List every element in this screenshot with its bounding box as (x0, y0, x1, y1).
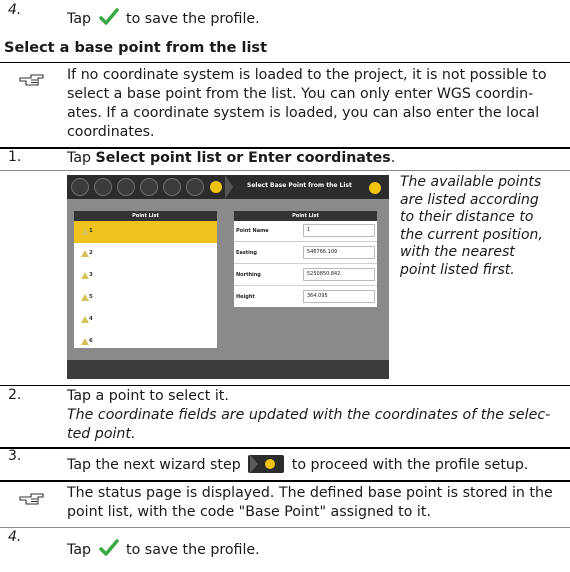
point-detail-header: Point List (234, 211, 377, 221)
height-field[interactable]: 364.095 (303, 290, 375, 303)
step-number: 3. (8, 448, 22, 464)
note-line: point list, with the code "Base Point" assigned to it. (67, 504, 431, 520)
screen-title: Select Base Point from the List (247, 182, 352, 189)
field-label: Point Name (236, 228, 269, 234)
device-screenshot (67, 175, 389, 379)
note-line: coordinates. (67, 124, 155, 140)
step-prefix: Tap (67, 150, 96, 166)
wizard-step-icon (71, 178, 89, 196)
wizard-separator-icon (225, 175, 233, 199)
point-row[interactable] (74, 287, 217, 310)
caption-line: The available points (400, 174, 542, 190)
wizard-bar (67, 175, 389, 199)
step-number: 4. (8, 529, 22, 545)
point-row[interactable] (74, 243, 217, 266)
field-label: Easting (236, 250, 258, 256)
point-row[interactable] (74, 221, 217, 243)
step-text (67, 455, 528, 475)
step-number: 2. (8, 387, 22, 403)
point-list-header: Point List (74, 211, 217, 221)
divider (0, 170, 570, 171)
point-label: 1 (89, 228, 93, 234)
step-prefix: Tap (67, 11, 92, 27)
point-triangle-icon (81, 338, 89, 345)
step-suffix: to proceed with the profile setup. (291, 457, 529, 473)
step-text (67, 387, 550, 444)
step-suffix: to save the profile. (126, 11, 260, 27)
point-label: 2 (89, 250, 93, 256)
point-name-field[interactable]: 1 (303, 224, 375, 237)
checkmark-icon (99, 8, 119, 26)
point-row[interactable] (74, 309, 217, 332)
screenshot-caption (400, 174, 565, 279)
point-triangle-icon (81, 228, 89, 235)
caption-line: are listed according (400, 191, 539, 208)
point-triangle-icon (81, 272, 89, 279)
point-triangle-icon (81, 316, 89, 323)
note-line: ates. If a coordinate system is loaded, you can also enter the local (67, 105, 540, 121)
step-suffix: . (390, 150, 396, 166)
divider (0, 527, 570, 528)
section-heading: Select a base point from the list (4, 40, 267, 56)
step-bold: Select point list or Enter coordinates (95, 150, 391, 166)
point-row[interactable] (74, 331, 217, 348)
divider (0, 385, 570, 386)
northing-field[interactable]: 5250850.842 (303, 268, 375, 281)
wizard-step-icon (117, 178, 135, 196)
divider (0, 62, 570, 63)
wizard-step-icon (186, 178, 204, 196)
step-instruction: Tap a point to select it. (67, 388, 229, 404)
field-divider (234, 263, 377, 264)
easting-field[interactable]: 546766.109 (303, 246, 375, 259)
caption-line: point listed first. (400, 261, 515, 278)
step-text (67, 539, 260, 560)
pointing-hand-icon (18, 489, 46, 507)
next-wizard-step-icon (248, 455, 284, 473)
note-line: If no coordinate system is loaded to the project, it is not possible to (67, 67, 547, 83)
step-result: ted point. (67, 426, 136, 442)
point-label: 5 (89, 294, 93, 300)
point-row[interactable] (74, 265, 217, 288)
step-text (67, 8, 260, 29)
wizard-step-icon (94, 178, 112, 196)
step-prefix: Tap the next wizard step (67, 457, 241, 473)
step-prefix: Tap (67, 542, 92, 558)
point-label: 4 (89, 316, 93, 322)
bottom-bar (67, 360, 389, 379)
point-label: 6 (89, 338, 93, 344)
point-triangle-icon (81, 294, 89, 301)
note-text (67, 66, 547, 142)
caption-line: the current position, (400, 226, 543, 243)
wizard-step-icon (163, 178, 181, 196)
field-divider (234, 285, 377, 286)
wizard-current-step-icon (210, 181, 222, 193)
step-result: The coordinate fields are updated with the coordinates of the selec- (67, 407, 551, 423)
step-suffix: to save the profile. (126, 542, 260, 558)
step-text (67, 149, 395, 168)
note-line: select a base point from the list. You can only enter WGS coordin- (67, 86, 534, 102)
step-number: 1. (8, 149, 22, 165)
pointing-hand-icon (18, 70, 46, 88)
note-text (67, 484, 553, 522)
divider (0, 447, 570, 449)
wizard-next-icon (369, 182, 381, 194)
wizard-step-icon (140, 178, 158, 196)
point-triangle-icon (81, 250, 89, 257)
checkmark-icon (99, 539, 119, 557)
field-divider (234, 241, 377, 242)
caption-line: to their distance to (400, 209, 534, 225)
caption-line: with the nearest (400, 244, 515, 260)
note-line: The status page is displayed. The defined base point is stored in the (67, 485, 553, 501)
field-label: Northing (236, 272, 261, 278)
field-label: Height (236, 294, 255, 300)
point-label: 3 (89, 272, 93, 278)
step-number: 4. (8, 2, 22, 18)
divider (0, 480, 570, 482)
